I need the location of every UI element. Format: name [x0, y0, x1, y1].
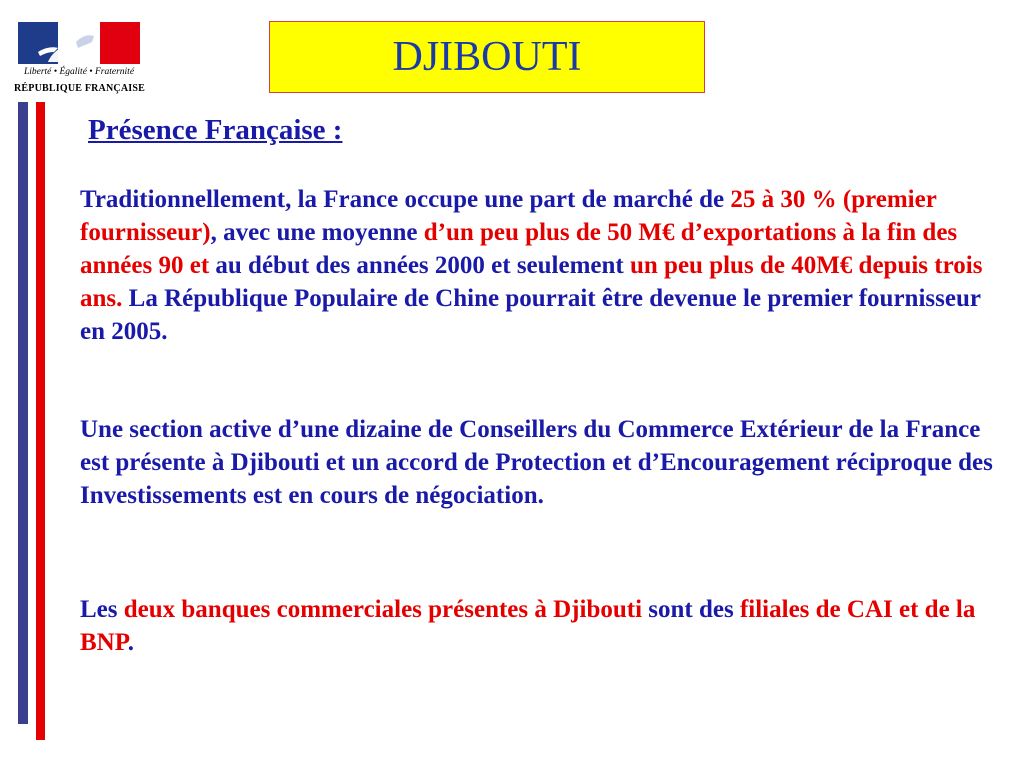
text-segment: . [127, 629, 134, 656]
text-segment: Traditionnellement, la France occupe une part de marché de [80, 186, 731, 213]
paragraph-market-share [80, 183, 995, 348]
text-highlight: deux banques commerciales présentes à Djibouti [123, 596, 643, 623]
text-highlight: un peu plus de 40M€ depuis trois ans. [80, 252, 983, 312]
text-segment: Les [80, 596, 124, 623]
page-title: DJIBOUTI [392, 34, 582, 80]
motto-text: Liberté • Égalité • Fraternité [23, 67, 135, 77]
republic-text: RÉPUBLIQUE FRANÇAISE [14, 83, 145, 94]
paragraph-banques [80, 593, 995, 659]
text-segment: , avec une moyenne [210, 219, 424, 246]
republique-francaise-logo [14, 22, 144, 98]
text-highlight: 25 à 30 % (premier fournisseur) [80, 186, 937, 246]
marianne-flag-icon [18, 22, 140, 64]
section-heading: Présence Française : [88, 114, 343, 146]
paragraph-conseillers: Une section active d’une dizaine de Conseillers du Commerce Extérieur de la France est présente à Djibouti et un accord de Protection et d’Encouragement réciproque des Investissements est en cours de négociation. [80, 416, 993, 509]
title-box [269, 21, 705, 93]
text-segment: sont des [642, 596, 740, 623]
text-highlight: filiales de CAI et de la BNP [80, 596, 976, 656]
decorative-red-bar [36, 102, 45, 740]
decorative-blue-bar [18, 102, 28, 724]
text-highlight: d’un peu plus de 50 M€ d’exportations à la fin des années 90 et [80, 219, 958, 279]
text-segment: La République Populaire de Chine pourrait être devenue le premier fournisseur en 2005. [80, 285, 981, 345]
text-segment: au début des années 2000 et seulement [209, 252, 630, 279]
